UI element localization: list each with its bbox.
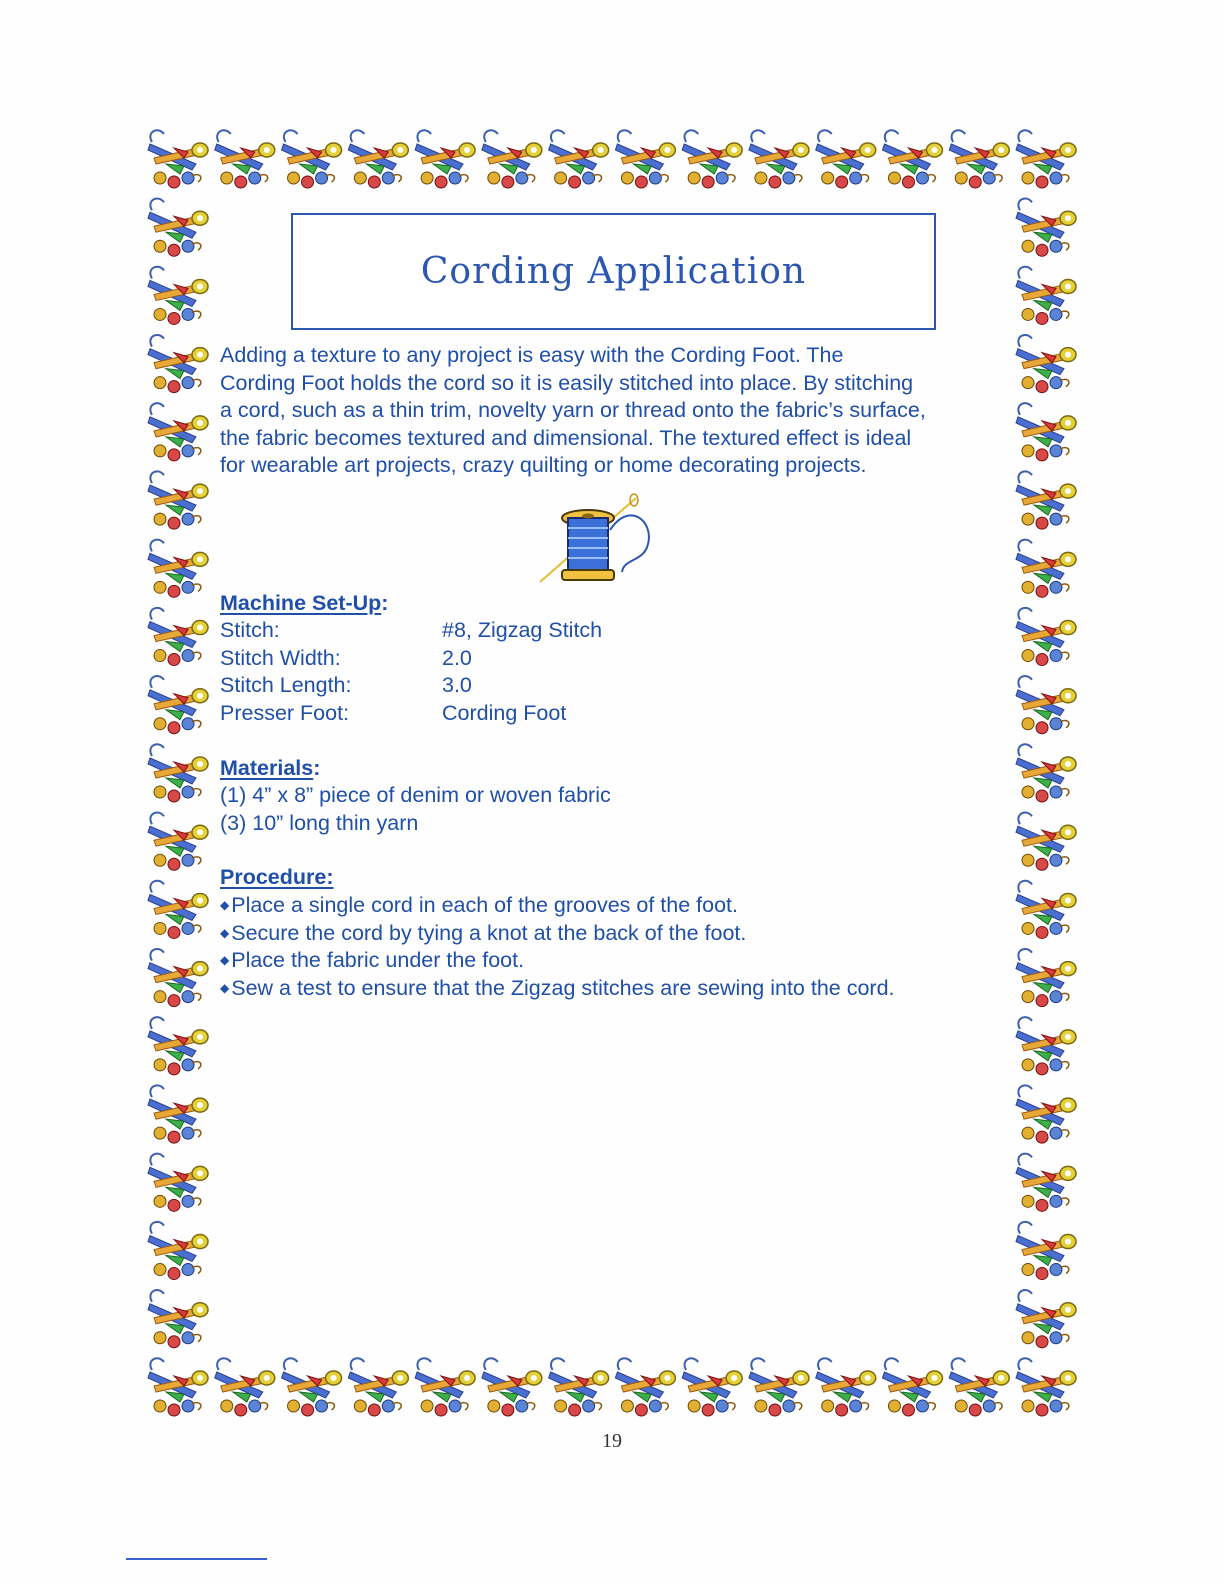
title-box xyxy=(291,213,936,330)
intro-line: Cording Foot holds the cord so it is easily stitched into place. By stitching xyxy=(220,370,914,395)
intro-paragraph xyxy=(220,342,1010,480)
scissors-motif xyxy=(1016,949,1076,1007)
scissors-motif xyxy=(1016,199,1076,257)
list-item xyxy=(220,975,895,1003)
thread-spool-icon xyxy=(536,492,656,592)
setup-value: 3.0 xyxy=(442,673,472,697)
scissors-motif xyxy=(882,130,942,188)
intro-line: the fabric becomes textured and dimensional. The textured effect is ideal xyxy=(220,425,912,450)
materials-heading xyxy=(220,756,320,781)
scissors-motif xyxy=(148,1085,208,1143)
setup-heading-text: Machine Set-Up xyxy=(220,591,382,615)
scissors-motif xyxy=(282,130,342,188)
scissors-motif xyxy=(615,130,675,188)
heading-colon: : xyxy=(313,756,321,780)
materials-list xyxy=(220,782,611,837)
page-title: Cording Application xyxy=(420,251,807,292)
scissors-motif xyxy=(816,1358,876,1416)
scissors-motif xyxy=(882,1358,942,1416)
scissors-motif xyxy=(1016,1222,1076,1280)
scissors-motif xyxy=(148,744,208,802)
scissors-motif xyxy=(1016,744,1076,802)
scissors-motif xyxy=(1016,267,1076,325)
list-item xyxy=(220,947,895,975)
scissors-motif xyxy=(148,1154,208,1212)
scissors-motif xyxy=(1016,1154,1076,1212)
scissors-motif xyxy=(148,608,208,666)
setup-row xyxy=(220,672,602,700)
scissors-motif xyxy=(148,1290,208,1348)
setup-row xyxy=(220,645,602,673)
setup-label: Stitch: xyxy=(220,618,280,642)
scissors-motif xyxy=(549,130,609,188)
scissors-motif xyxy=(1016,1358,1076,1416)
intro-line: a cord, such as a thin trim, novelty yarn or thread onto the fabric’s surface, xyxy=(220,398,926,422)
intro-line: for wearable art projects, crazy quilting or home decorating projects. xyxy=(220,453,867,477)
scissors-motif xyxy=(1016,130,1076,188)
scissors-motif xyxy=(1016,540,1076,598)
scissors-motif xyxy=(1016,471,1076,529)
scissors-motif xyxy=(415,1358,475,1416)
scissors-motif xyxy=(148,676,208,734)
procedure-heading xyxy=(220,865,334,890)
scissors-motif xyxy=(415,130,475,188)
footer-link-underline xyxy=(126,1558,267,1560)
setup-row xyxy=(220,617,602,645)
setup-table xyxy=(220,617,602,727)
setup-label: Stitch Width: xyxy=(220,645,341,670)
list-item-text: Sew a test to ensure that the Zigzag stitches are sewing into the cord. xyxy=(231,975,895,1000)
scissors-motif xyxy=(1016,1290,1076,1348)
scissors-motif xyxy=(1016,335,1076,393)
scissors-motif xyxy=(148,267,208,325)
intro-line: Adding a texture to any project is easy with the Cording Foot. The xyxy=(220,343,844,367)
list-item-text: Place a single cord in each of the grooves of the foot. xyxy=(231,893,738,917)
scissors-motif xyxy=(482,1358,542,1416)
scissors-motif xyxy=(749,1358,809,1416)
scissors-motif xyxy=(1016,1085,1076,1143)
procedure-list xyxy=(220,892,895,1002)
procedure-heading-text: Procedure: xyxy=(220,865,334,889)
scissors-motif xyxy=(148,540,208,598)
list-item: (3) 10” long thin yarn xyxy=(220,810,419,835)
scissors-motif xyxy=(348,1358,408,1416)
scissors-motif xyxy=(148,335,208,393)
scissors-motif xyxy=(949,130,1009,188)
list-item xyxy=(220,920,895,948)
diamond-bullet-icon: ◆ xyxy=(220,953,230,967)
materials-heading-text: Materials xyxy=(220,756,314,780)
scissors-motif xyxy=(1016,881,1076,939)
heading-colon: : xyxy=(381,591,389,615)
scissors-motif xyxy=(1016,1017,1076,1075)
scissors-motif xyxy=(148,881,208,939)
scissors-motif xyxy=(148,1222,208,1280)
scissors-motif xyxy=(482,130,542,188)
scissors-motif xyxy=(348,130,408,188)
page-number: 19 xyxy=(602,1430,622,1452)
scissors-motif xyxy=(749,130,809,188)
scissors-motif xyxy=(682,130,742,188)
scissors-motif xyxy=(148,1017,208,1075)
scissors-motif xyxy=(148,403,208,461)
scissors-motif xyxy=(148,813,208,871)
scissors-motif xyxy=(148,130,208,188)
scissors-motif xyxy=(1016,608,1076,666)
scissors-motif xyxy=(1016,676,1076,734)
scissors-motif xyxy=(215,130,275,188)
scissors-motif xyxy=(148,471,208,529)
setup-row xyxy=(220,700,602,728)
scissors-motif xyxy=(148,199,208,257)
scissors-motif xyxy=(215,1358,275,1416)
scissors-motif xyxy=(949,1358,1009,1416)
list-item-text: Place the fabric under the foot. xyxy=(231,948,525,972)
diamond-bullet-icon: ◆ xyxy=(220,925,230,940)
setup-value: Cording Foot xyxy=(442,700,567,725)
scissors-motif xyxy=(615,1358,675,1416)
list-item xyxy=(220,892,895,920)
diamond-bullet-icon: ◆ xyxy=(220,980,230,995)
list-item-text: Secure the cord by tying a knot at the back of the foot. xyxy=(231,920,747,945)
scissors-motif xyxy=(282,1358,342,1416)
scissors-motif xyxy=(148,949,208,1007)
scissors-motif xyxy=(1016,813,1076,871)
setup-value: #8, Zigzag Stitch xyxy=(442,618,603,642)
setup-label: Stitch Length: xyxy=(220,673,352,697)
setup-label: Presser Foot: xyxy=(220,700,350,725)
scissors-motif xyxy=(1016,403,1076,461)
setup-value: 2.0 xyxy=(442,645,472,670)
setup-heading xyxy=(220,591,388,616)
list-item: (1) 4” x 8” piece of denim or woven fabric xyxy=(220,783,611,807)
diamond-bullet-icon: ◆ xyxy=(220,898,230,912)
scissors-motif xyxy=(549,1358,609,1416)
scissors-motif xyxy=(148,1358,208,1416)
scissors-motif xyxy=(816,130,876,188)
scissors-motif xyxy=(682,1358,742,1416)
